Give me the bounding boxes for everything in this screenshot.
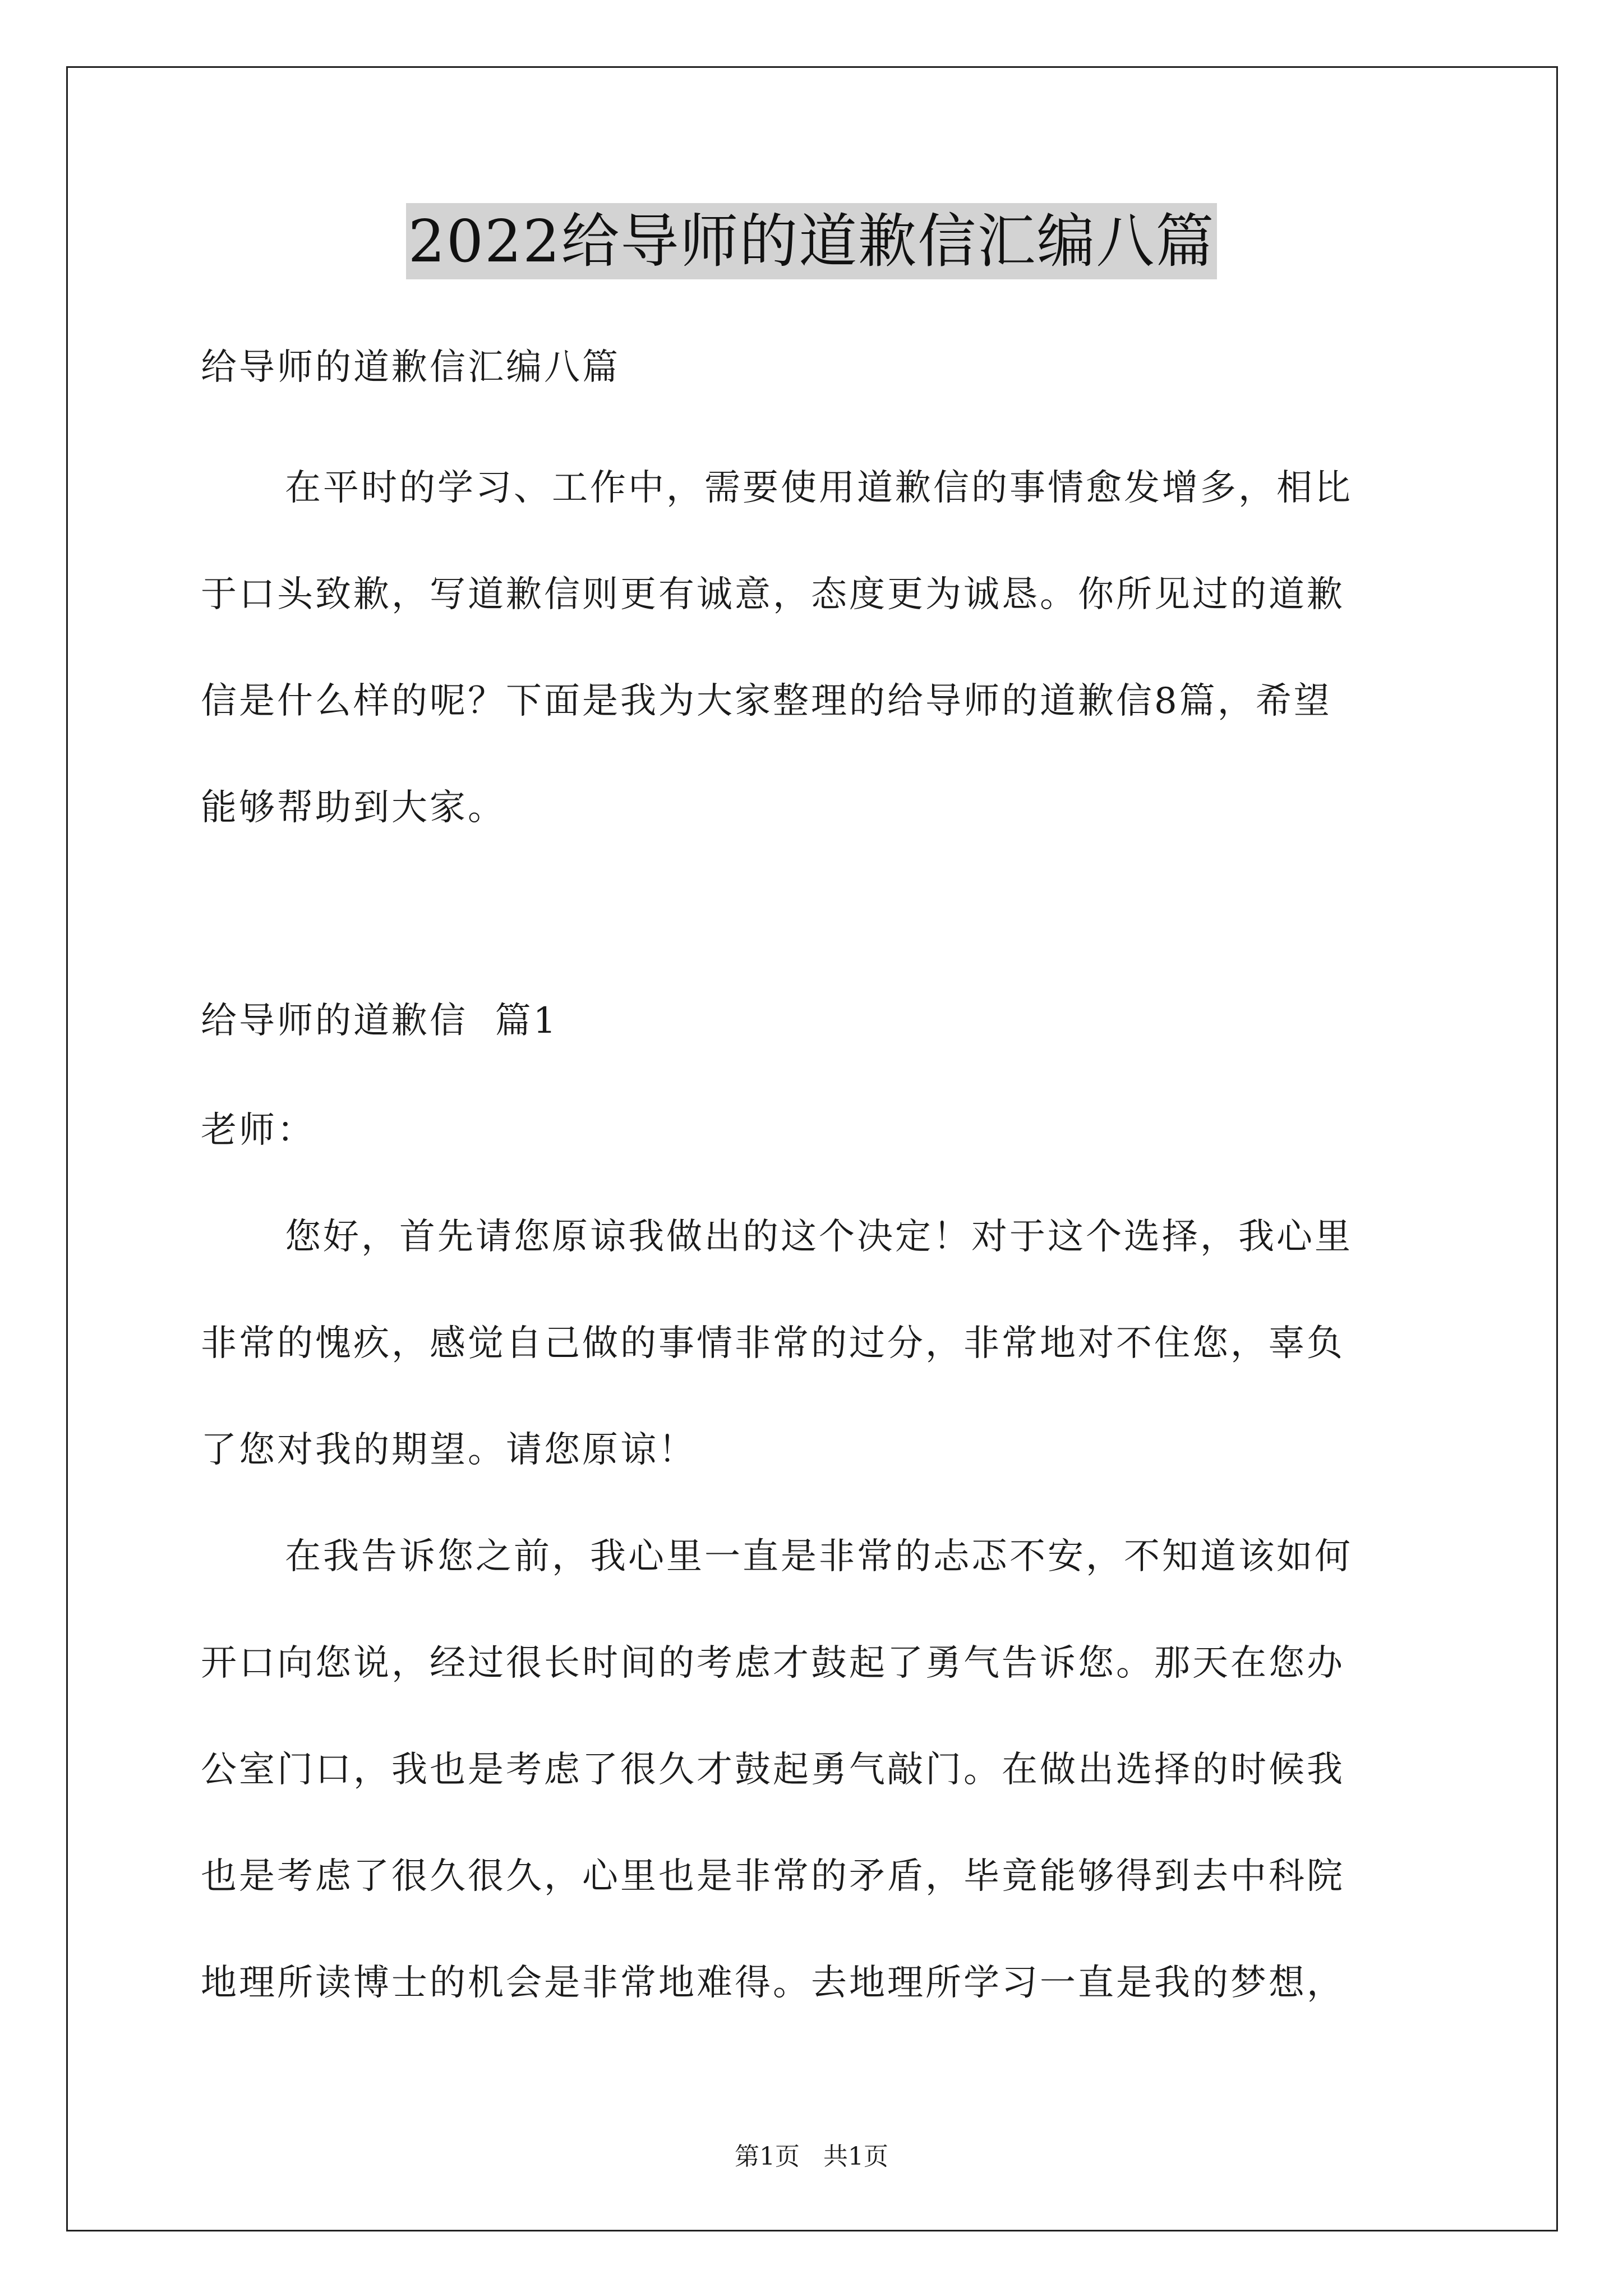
intro-line: 在平时的学习、工作中，需要使用道歉信的事情愈发增多，相比 — [285, 467, 1353, 509]
section-heading — [201, 968, 1435, 1074]
page-number-total: 共1页 — [823, 2142, 888, 2171]
intro-paragraph — [201, 435, 1435, 861]
paragraph-line: 地理所读博士的机会是非常地难得。去地理所学习一直是我的梦想， — [201, 1962, 1345, 2004]
subtitle-line: 给导师的道歉信汇编八篇 — [201, 347, 620, 388]
title-container — [0, 203, 1623, 279]
intro-line: 于口头致歉，写道歉信则更有诚意，态度更为诚恳。你所见过的道歉 — [201, 574, 1345, 615]
paragraph-line: 在我告诉您之前，我心里一直是非常的忐忑不安，不知道该如何 — [285, 1536, 1353, 1577]
intro-line: 能够帮助到大家。 — [201, 787, 506, 829]
document-subtitle — [201, 314, 1435, 421]
paragraph-line: 了您对我的期望。请您原谅！ — [201, 1429, 697, 1471]
salutation-text: 老师： — [201, 1110, 315, 1151]
salutation — [201, 1077, 1435, 1184]
paragraph-line: 公室门口，我也是考虑了很久才鼓起勇气敲门。在做出选择的时候我 — [201, 1749, 1345, 1791]
document-title: 2022给导师的道歉信汇编八篇 — [406, 203, 1218, 279]
intro-line: 信是什么样的呢？下面是我为大家整理的给导师的道歉信8篇，希望 — [201, 680, 1332, 722]
paragraph-line: 您好，首先请您原谅我做出的这个决定！对于这个选择，我心里 — [285, 1216, 1353, 1258]
body-paragraph-1 — [201, 1184, 1435, 1503]
paragraph-line: 开口向您说，经过很长时间的考虑才鼓起了勇气告诉您。那天在您办 — [201, 1642, 1345, 1684]
paragraph-line: 非常的愧疚，感觉自己做的事情非常的过分，非常地对不住您，辜负 — [201, 1323, 1345, 1364]
page-footer — [0, 2136, 1623, 2172]
section-heading-text: 给导师的道歉信 篇1 — [201, 1000, 559, 1042]
paragraph-line: 也是考虑了很久很久，心里也是非常的矛盾，毕竟能够得到去中科院 — [201, 1856, 1345, 1897]
page-number-current: 第1页 — [735, 2142, 800, 2171]
body-paragraph-2 — [201, 1503, 1435, 2036]
